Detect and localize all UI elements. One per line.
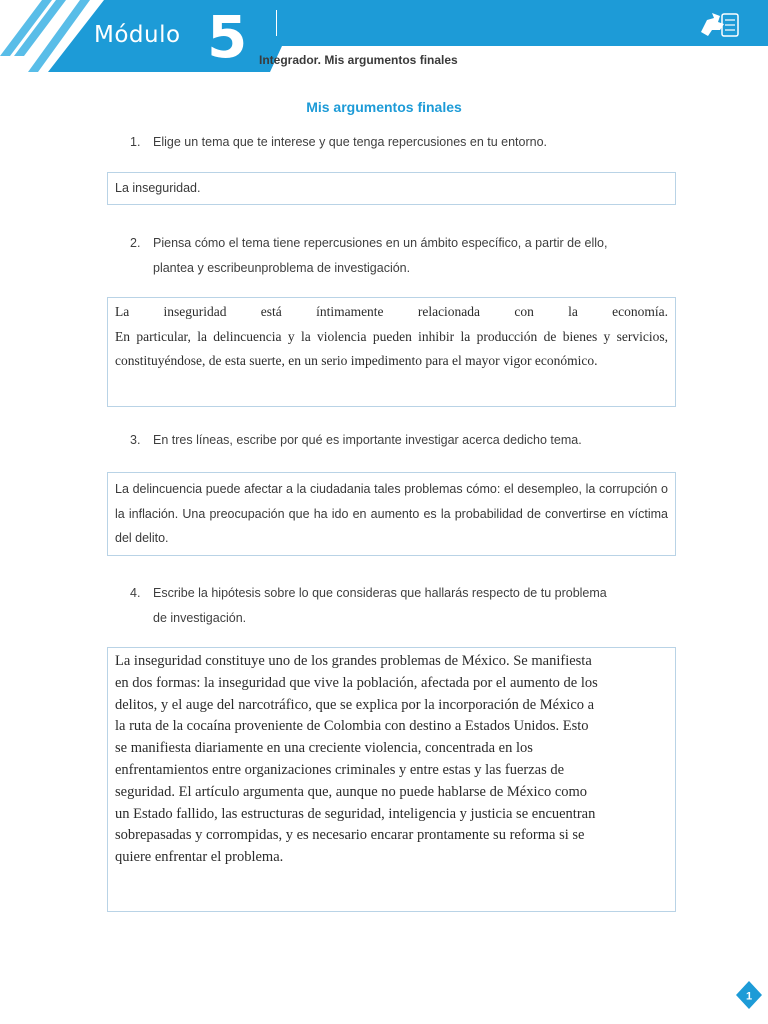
answer-line: en dos formas: la inseguridad que vive la población, afectada por el aumento de los xyxy=(115,674,598,691)
question-text-line-2: de investigación. xyxy=(153,611,247,625)
answer-line: quiere enfrentar el problema. xyxy=(115,849,284,866)
answer-text: La delincuencia puede afectar a la ciudadania tales problemas cómo: el desempleo, la corrupción o la inflación. Una preocupación que ha ido en aumento es la probabilidad de convertirse en víctima del delito. xyxy=(115,482,668,545)
answer-line: la ruta de la cocaína proveniente de Colombia con destino a Estados Unidos. Esto xyxy=(115,718,589,735)
answer-line: sobrepasadas y corrompidas, y es necesario encarar prontamente su reforma si se xyxy=(115,827,585,844)
header-divider xyxy=(276,10,277,36)
question-number: 4. xyxy=(130,586,141,600)
question-text-line-1: Escribe la hipótesis sobre lo que consideras que hallarás respecto de tu problema xyxy=(153,586,607,600)
question-number: 3. xyxy=(130,433,141,447)
question-number: 2. xyxy=(130,236,141,250)
activity-subtitle: Integrador. Mis argumentos finales xyxy=(259,53,458,67)
question-1 xyxy=(130,130,670,155)
question-text: En tres líneas, escribe por qué es importante investigar acerca dedicho tema. xyxy=(153,433,582,447)
answer-line: seguridad. El artículo argumenta que, aunque no puede hablarse de México como xyxy=(115,783,588,800)
institution-logo-icon xyxy=(698,10,740,40)
module-header xyxy=(0,0,768,80)
module-label: Módulo xyxy=(94,22,181,48)
answer-box-3 xyxy=(107,472,676,556)
question-number: 1. xyxy=(130,135,141,149)
answer-line: un Estado fallido, las estructuras de seguridad, inteligencia y justicia se encuentran xyxy=(115,805,596,822)
answer-box-1 xyxy=(107,172,676,205)
question-text: Elige un tema que te interese y que tenga repercusiones en tu entorno. xyxy=(153,135,548,149)
question-3 xyxy=(130,428,690,453)
page-number-badge xyxy=(734,980,764,1010)
answer-text: La inseguridad. xyxy=(115,181,201,195)
answer-box-2 xyxy=(107,297,676,407)
page-number: 1 xyxy=(745,990,753,1003)
answer-text-line-1: La inseguridad está íntimamente relacionada con la economía. xyxy=(115,304,668,319)
question-2 xyxy=(130,231,690,281)
answer-box-4 xyxy=(107,647,676,912)
section-title: Mis argumentos finales xyxy=(306,99,462,115)
answer-line: La inseguridad constituye uno de los grandes problemas de México. Se manifiesta xyxy=(115,653,592,669)
answer-line: delitos, y el auge del narcotráfico, que se explica por la incorporación de México a xyxy=(115,696,595,713)
answer-line: enfrentamientos entre organizaciones criminales y entre estas y las fuerzas de xyxy=(115,761,565,778)
answer-text-paragraph: En particular, la delincuencia y la violencia pueden inhibir la producción de bienes y servicios, constituyéndose, de esta suerte, en un serio impedimento para el mayor vigor económico. xyxy=(115,328,668,368)
question-text-line-1: Piensa cómo el tema tiene repercusiones en un ámbito específico, a partir de ello, xyxy=(153,236,608,250)
question-text-line-2: plantea y escribeunproblema de investigación. xyxy=(153,261,411,275)
question-4 xyxy=(130,581,690,631)
answer-line: se manifiesta diariamente en una creciente violencia, concentrada en los xyxy=(115,740,533,757)
module-number: 5 xyxy=(207,3,248,71)
